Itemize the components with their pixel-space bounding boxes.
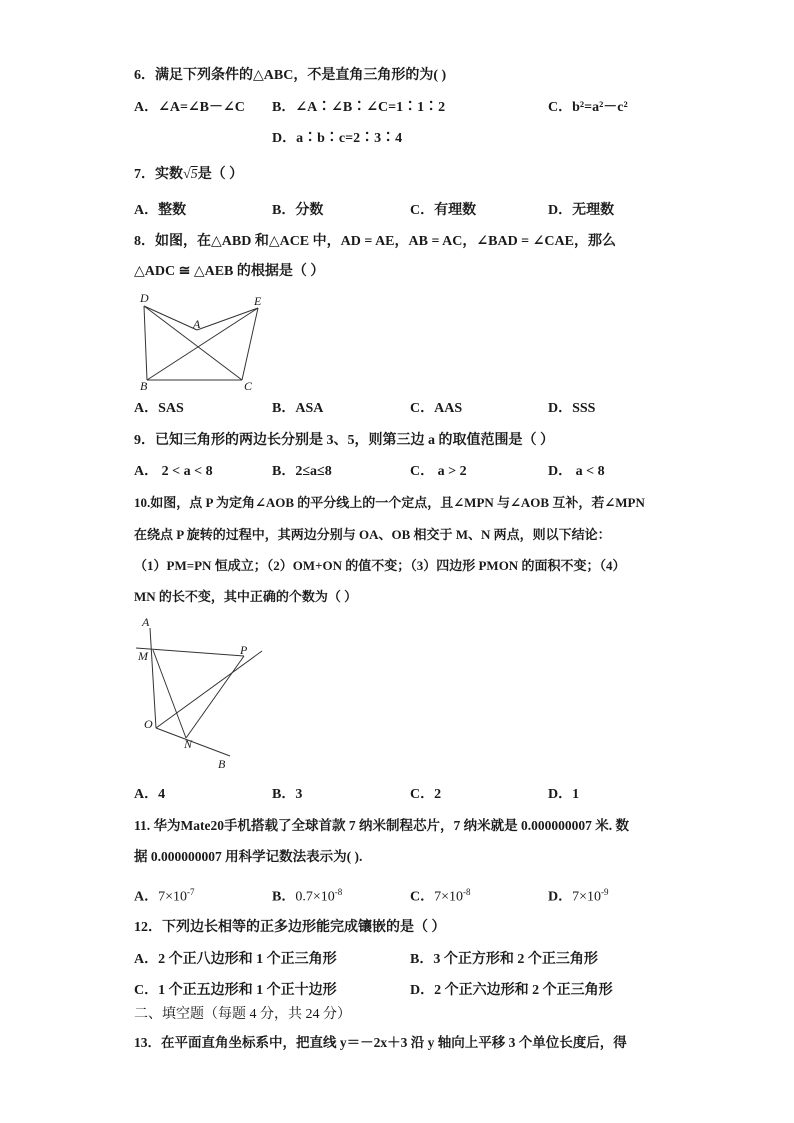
q10-stem-line2: 在绕点 P 旋转的过程中，其两边分别与 OA、OB 相交于 M、N 两点，则以下结论： bbox=[134, 527, 611, 542]
q11-option-b-mantissa: 0.7×10 bbox=[295, 889, 335, 905]
q8-seg-eb bbox=[147, 308, 258, 380]
q11-option-d-label: D． bbox=[548, 889, 573, 905]
q11-stem-line2: 据 0.000000007 用科学记数法表示为( ). bbox=[134, 849, 363, 864]
q13-stem: 13．在平面直角坐标系中，把直线 y＝－2x＋3 沿 y 轴向上平移 3 个单位长度后，得 bbox=[134, 1035, 627, 1050]
q10-stem-line3: （1）PM=PN 恒成立；（2）OM+ON 的值不变；（3）四边形 PMON 的面积不变；（4） bbox=[134, 558, 626, 573]
q8-option-b: B．ASA bbox=[272, 401, 324, 416]
q10-ray-oa bbox=[150, 628, 156, 728]
q10-line-op bbox=[156, 651, 262, 728]
q7-radicand: 5 bbox=[190, 167, 198, 182]
q12-option-d: D．2 个正六边形和 2 个正三角形 bbox=[410, 983, 613, 998]
q8-label-a: A bbox=[193, 317, 201, 331]
q7-option-b: B．分数 bbox=[272, 203, 324, 218]
q8-option-a: A．SAS bbox=[134, 401, 184, 416]
q9-option-a: A． 2 < a < 8 bbox=[134, 464, 213, 479]
q7-option-a: A．整数 bbox=[134, 203, 187, 218]
q11-option-c-mantissa: 7×10 bbox=[434, 889, 464, 905]
q9-option-c: C． a > 2 bbox=[410, 464, 467, 479]
q10-label-m: M bbox=[138, 649, 148, 663]
q11-option-d-exp: -9 bbox=[601, 887, 609, 897]
q10-seg-pn bbox=[186, 656, 244, 738]
q10-ray-ob bbox=[156, 728, 230, 756]
q8-seg-ae bbox=[197, 308, 258, 330]
q8-figure bbox=[134, 290, 269, 395]
q10-option-d: D．1 bbox=[548, 787, 580, 802]
q8-stem-line2: △ADC ≅ △AEB 的根据是（ ） bbox=[134, 264, 325, 279]
q10-label-p: P bbox=[240, 643, 248, 657]
q11-option-a-label: A． bbox=[134, 889, 159, 905]
q8-seg-db bbox=[144, 306, 147, 380]
q11-option-a-exp: -7 bbox=[187, 887, 195, 897]
q10-label-n: N bbox=[184, 737, 193, 751]
q10-option-a: A．4 bbox=[134, 787, 166, 802]
q10-stem-line1: 10.如图，点 P 为定角∠AOB 的平分线上的一个定点，且∠MPN 与∠AOB 互补，若∠MPN bbox=[134, 495, 645, 510]
q10-label-a: A bbox=[142, 615, 150, 629]
q12-option-a: A．2 个正八边形和 1 个正三角形 bbox=[134, 952, 337, 967]
q10-option-b: B．3 bbox=[272, 787, 303, 802]
q11-option-c-exp: -8 bbox=[463, 887, 471, 897]
q10-line-mp bbox=[136, 648, 244, 656]
q7-option-d: D．无理数 bbox=[548, 203, 615, 218]
q10-figure bbox=[134, 614, 269, 774]
q8-stem-line1: 8．如图，在△ABD 和△ACE 中，AD = AE，AB = AC，∠BAD = ∠CAE，那么 bbox=[134, 234, 616, 249]
q8-option-d: D．SSS bbox=[548, 401, 596, 416]
q12-stem: 12．下列边长相等的正多边形能完成镶嵌的是（ ） bbox=[134, 920, 446, 935]
q10-stem-line4: MN 的长不变，其中正确的个数为（ ） bbox=[134, 589, 358, 604]
q6-option-d: D．a∶b∶c=2∶3∶4 bbox=[272, 131, 403, 146]
q8-label-e: E bbox=[254, 294, 262, 308]
q12-option-b: B．3 个正方形和 2 个正三角形 bbox=[410, 952, 598, 967]
q8-option-c: C．AAS bbox=[410, 401, 463, 416]
q11-option-b-exp: -8 bbox=[334, 887, 343, 897]
q7-stem bbox=[134, 166, 243, 184]
q8-label-d: D bbox=[140, 291, 149, 305]
q6-option-a: A．∠A=∠B－∠C bbox=[134, 100, 245, 115]
q9-option-b: B．2≤a≤8 bbox=[272, 464, 332, 479]
q8-seg-ec bbox=[242, 308, 258, 380]
q8-label-c: C bbox=[244, 379, 253, 393]
q6-option-b: B．∠A∶∠B∶∠C=1∶1∶2 bbox=[272, 100, 446, 115]
q11-option-d-mantissa: 7×10 bbox=[572, 889, 602, 905]
q7-stem-prefix: 7．实数 bbox=[134, 167, 183, 182]
q11-stem-line1: 11. 华为Mate20手机搭载了全球首款 7 纳米制程芯片，7 纳米就是 0.000000007 米. 数 bbox=[134, 818, 629, 833]
q6-stem: 6．满足下列条件的△ABC，不是直角三角形的为( ) bbox=[134, 68, 447, 83]
q7-option-c: C．有理数 bbox=[410, 203, 477, 218]
q8-label-b: B bbox=[140, 379, 148, 393]
q11-option-b bbox=[272, 883, 342, 907]
q10-label-b: B bbox=[218, 757, 226, 771]
q11-option-a bbox=[134, 883, 195, 907]
q7-stem-suffix: 是（ ） bbox=[197, 167, 244, 182]
q11-option-b-label: B． bbox=[272, 889, 296, 905]
q10-seg-mn bbox=[153, 650, 186, 738]
sqrt-symbol: √ bbox=[183, 167, 191, 182]
q12-option-c: C．1 个正五边形和 1 个正十边形 bbox=[134, 983, 337, 998]
section-heading-fill-blank: 二、填空题（每题 4 分，共 24 分） bbox=[134, 1007, 351, 1022]
q6-option-c: C．b²=a²－c² bbox=[548, 100, 628, 115]
q9-option-d: D． a < 8 bbox=[548, 464, 605, 479]
q11-option-d bbox=[548, 883, 609, 907]
q9-stem: 9．已知三角形的两边长分别是 3、5，则第三边 a 的取值范围是（ ） bbox=[134, 433, 554, 448]
q11-option-c-label: C． bbox=[410, 889, 435, 905]
q11-option-c bbox=[410, 883, 471, 907]
q10-option-c: C．2 bbox=[410, 787, 442, 802]
q11-option-a-mantissa: 7×10 bbox=[158, 889, 188, 905]
q10-label-o: O bbox=[144, 717, 153, 731]
